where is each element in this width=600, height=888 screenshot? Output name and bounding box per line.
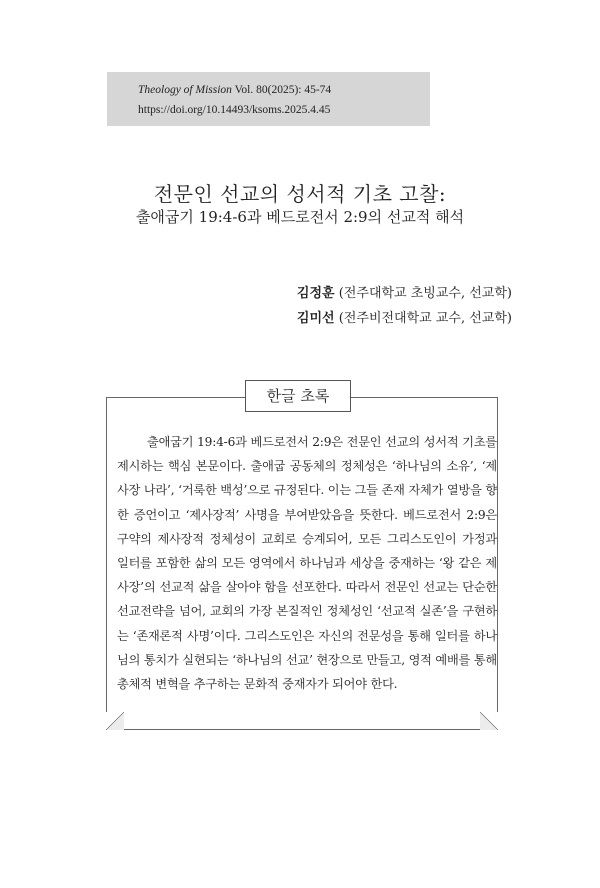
author-affiliation: (전주대학교 초빙교수, 선교학) [338,286,512,301]
journal-citation [138,80,430,100]
journal-name: Theology of Mission [138,84,232,96]
page-curl-left [106,712,124,730]
journal-volume: Vol. 80(2025): 45-74 [234,84,332,96]
author-name: 김미선 [296,311,335,326]
abstract-text: 출애굽기 19:4-6과 베드로전서 2:9은 전문인 선교의 성서적 기초를 제시하는 핵심 본문이다. 출애굽 공동체의 정체성은 ‘하나님의 소유’, ‘제사장 나라’, ‘거룩한 백성’으로 규정된다. 이는 그들 존재 자체가 열방을 향한 증언이고 ‘제사장적’ 사명을 부여받았음을 뜻한다. 베드로전서 2:9은 구약의 제사장적 정체성이 교회로 승계되어, 모든 그리스도인이 가정과 일터를 포함한 삶의 모든 영역에서 하나님과 세상을 중재하는 ‘왕 같은 제사장’의 선교적 삶을 살아야 함을 선포한다. 따라서 전문인 선교는 단순한 선교전략을 넘어, 교회의 가장 본질적인 정체성인 ‘선교적 실존’을 구현하는 ‘존재론적 사명’이다. 그리스도인은 자신의 전문성을 통해 일터를 하나님의 통치가 실현되는 ‘하나님의 선교’ 현장으로 만들고, 영적 예배를 통해 총체적 변혁을 추구하는 문화적 중재자가 되어야 한다. [117,435,497,692]
author-2 [297,307,512,326]
journal-info-box [107,72,430,126]
page-curl-right [480,712,498,730]
paper-title: 전문인 선교의 성서적 기초 고찰: [153,182,447,206]
abstract-heading: 한글 초록 [245,380,351,412]
journal-doi: https://doi.org/10.14493/ksoms.2025.4.45 [138,104,331,116]
author-affiliation: (전주비전대학교 교수, 선교학) [338,311,512,326]
author-1 [297,282,512,301]
author-name: 김정훈 [296,286,335,301]
paper-subtitle: 출애굽기 19:4-6과 베드로전서 2:9의 선교적 해석 [135,208,465,226]
